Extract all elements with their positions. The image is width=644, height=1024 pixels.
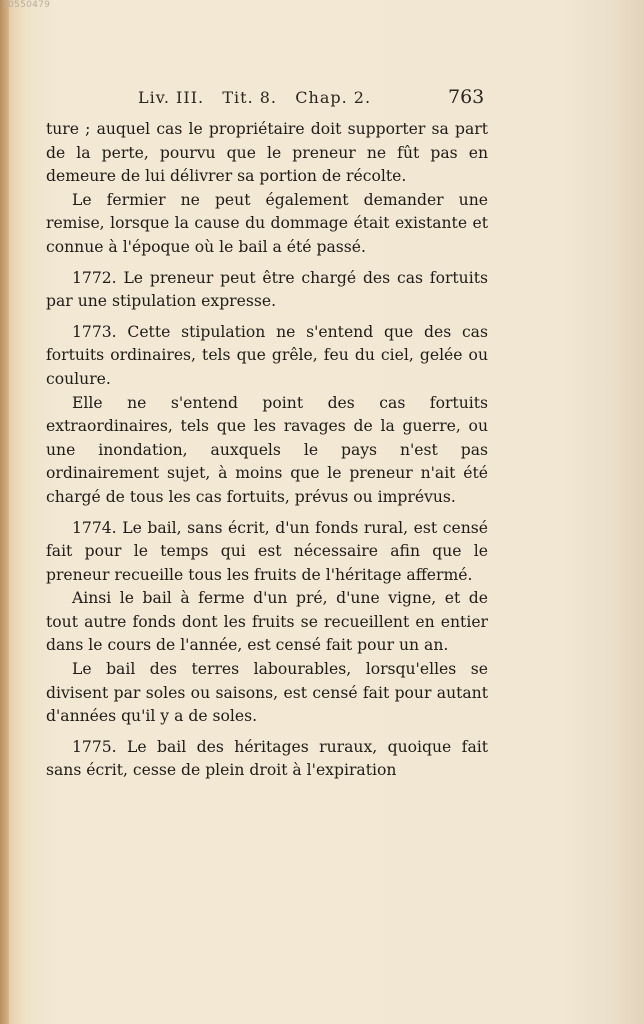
article-1772: 1772. Le preneur peut être chargé des cas fortuits par une stipulation expresse. [46,268,488,311]
page-number: 763 [448,86,485,108]
article-1775: 1775. Le bail des héritages ruraux, quoique fait sans écrit, cesse de plein droit à l'expiration [46,737,488,780]
article-1773: 1773. Cette stipulation ne s'entend que des cas fortuits ordinaires, tels que grêle, feu du ciel, gelée ou coulure. [46,322,488,388]
page-binding-edge [0,0,9,1024]
running-title: Liv. III. Tit. 8. Chap. 2. [138,88,372,107]
paragraph-ainsi: Ainsi le bail à ferme d'un pré, d'une vigne, et de tout autre fonds dont les fruits se recueillent en entier dans le cours de l'année, est censé fait pour un an. [46,589,488,655]
scan-id-label: 10550479 [2,0,51,10]
article-1774: 1774. Le bail, sans écrit, d'un fonds rural, est censé fait pour le temps qui est nécessaire afin que le preneur recueille tous les fruits de l'héritage affermé. [46,518,488,584]
page-body [46,118,488,783]
paragraph-continuation: ture ; auquel cas le propriétaire doit supporter sa part de la perte, pourvu que le preneur ne fût pas en demeure de lui délivrer sa portion de récolte. [46,120,488,186]
paragraph-extraordinaires: Elle ne s'entend point des cas fortuits extraordinaires, tels que les ravages de la guerre, ou une inondation, auxquels le pays n'est pas ordinairement sujet, à moins que le preneur n'ait été chargé de tous les cas fortuits, prévus ou imprévus. [46,393,488,506]
running-header [0,86,644,114]
paragraph-terres-labourables: Le bail des terres labourables, lorsqu'elles se divisent par soles ou saisons, est censé fait pour autant d'années qu'il y a de soles. [46,660,488,726]
paragraph-fermier: Le fermier ne peut également demander une remise, lorsque la cause du dommage était existante et connue à l'époque où le bail a été passé. [46,190,488,256]
